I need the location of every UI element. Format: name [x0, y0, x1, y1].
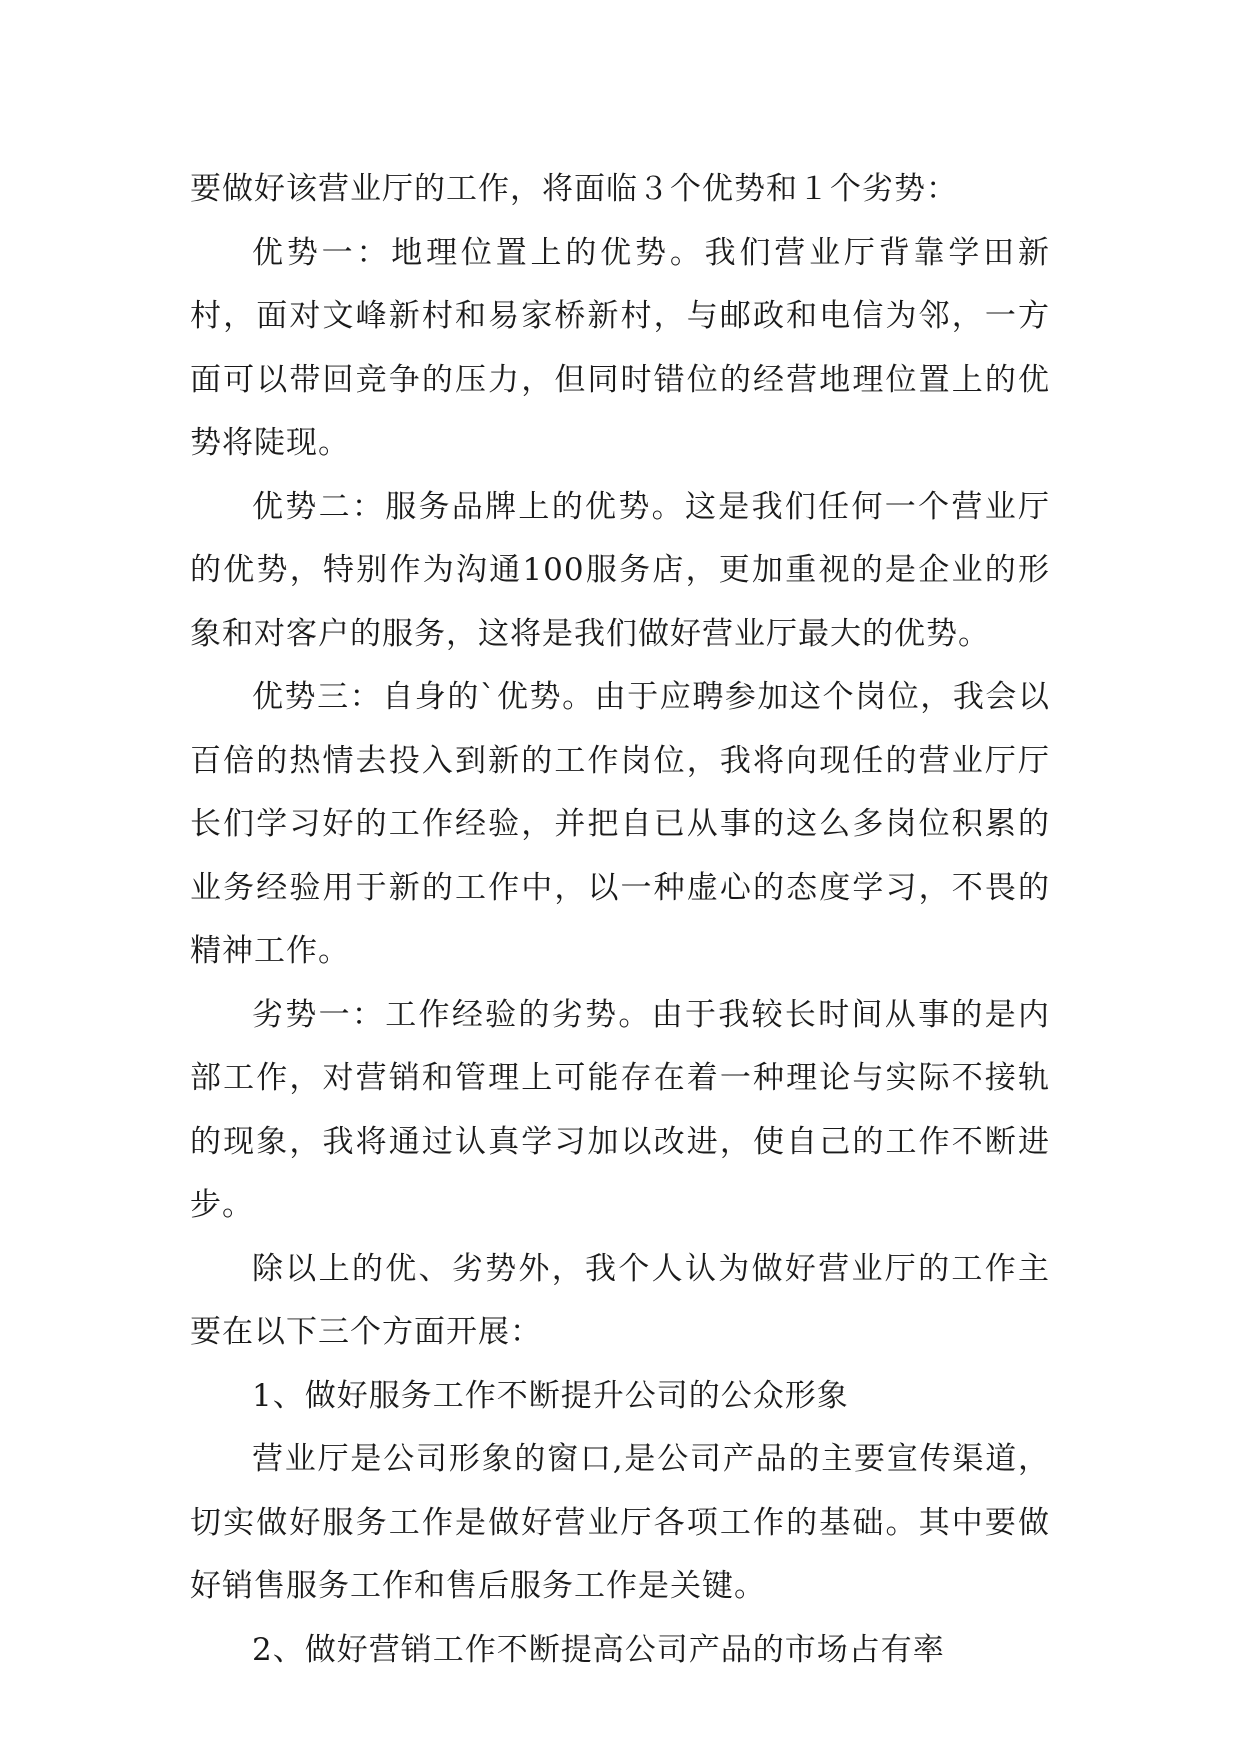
paragraph-intro: 要做好该营业厅的工作，将面临３个优势和１个劣势：: [190, 171, 958, 207]
paragraph-disadvantage-one: 劣势一：工作经验的劣势。由于我较长时间从事的是内部工作，对营销和管理上可能存在着一种理论与实际不接轨的现象，我将通过认真学习加以改进，使自己的工作不断进步。: [190, 996, 1050, 1223]
heading-item-1: 1、做好服务工作不断提升公司的公众形象: [252, 1377, 849, 1414]
heading-item-2: 2、做好营销工作不断提高公司产品的市场占有率: [252, 1631, 945, 1668]
document-body: [190, 158, 1050, 1682]
paragraph-service: 营业厅是公司形象的窗口,是公司产品的主要宣传渠道，切实做好服务工作是做好营业厅各项工作的基础。其中要做好销售服务工作和售后服务工作是关键。: [190, 1441, 1050, 1604]
paragraph-summary: 除以上的优、劣势外，我个人认为做好营业厅的工作主要在以下三个方面开展：: [190, 1250, 1050, 1350]
paragraph-advantage-two: 优势二：服务品牌上的优势。这是我们任何一个营业厅的优势，特别作为沟通100服务店，更加重视的是企业的形象和对客户的服务，这将是我们做好营业厅最大的优势。: [190, 488, 1050, 652]
paragraph-advantage-three: 优势三：自身的`优势。由于应聘参加这个岗位，我会以百倍的热情去投入到新的工作岗位，我将向现任的营业厅厅长们学习好的工作经验，并把自已从事的这么多岗位积累的业务经验用于新的工作中，以一种虚心的态度学习，不畏的精神工作。: [190, 679, 1050, 969]
paragraph-advantage-one: 优势一：地理位置上的优势。我们营业厅背靠学田新村，面对文峰新村和易家桥新村，与邮政和电信为邻，一方面可以带回竞争的压力，但同时错位的经营地理位置上的优势将陡现。: [190, 234, 1050, 461]
